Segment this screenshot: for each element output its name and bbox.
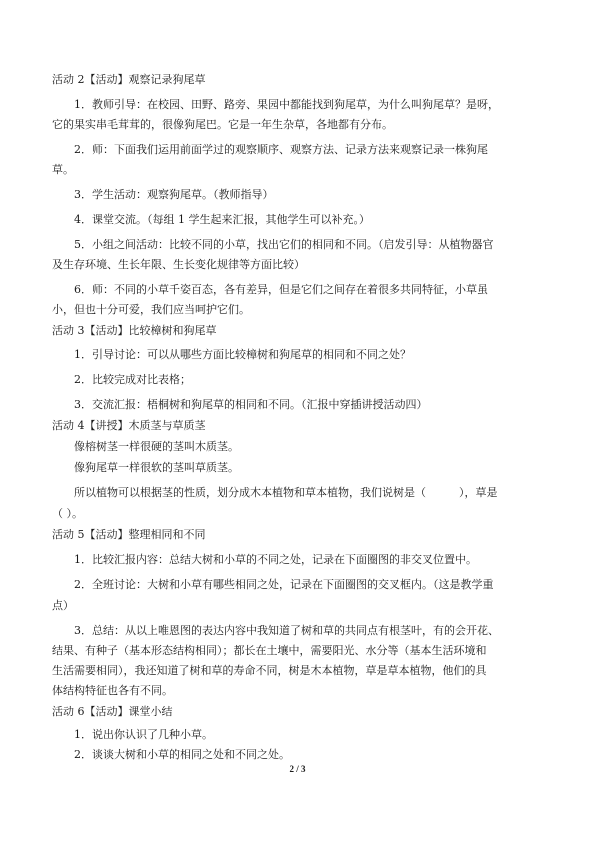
heading-activity-4: 活动 4【讲授】木质茎与草质茎 xyxy=(52,419,206,432)
paragraph-line: 4．课堂交流。（每组 1 学生起来汇报，其他学生可以补充。） xyxy=(74,213,370,226)
paragraph-line: 1．说出你认识了几种小草。 xyxy=(74,728,213,741)
paragraph-line: 3．交流汇报：梧桐树和狗尾草的相同和不同。（汇报中穿插讲授活动四） xyxy=(74,398,428,411)
paragraph-line: 2．师：下面我们运用前面学过的观察顺序、观察方法、记录方法来观察记录一株狗尾 xyxy=(74,143,488,156)
paragraph-line: 点） xyxy=(52,599,74,612)
paragraph-line: 3．总结：从以上唯恩图的表达内容中我知道了树和草的共同点有根茎叶，有的会开花、 xyxy=(74,624,499,637)
paragraph-line: 2．比较完成对比表格； xyxy=(74,373,191,386)
paragraph-line: 像榕树茎一样很硬的茎叫木质茎。 xyxy=(74,440,239,453)
paragraph-line: 所以植物可以根据茎的性质，划分成木本植物和草本植物，我们说树是（ ），草是 xyxy=(74,486,498,499)
paragraph-line: 及生存环境、生长年限、生长变化规律等方面比较） xyxy=(52,258,305,271)
paragraph-line: 像狗尾草一样很软的茎叫草质茎。 xyxy=(74,461,239,474)
paragraph-line: 小，但也十分可爱，我们应当呵护它们。 xyxy=(52,303,250,316)
paragraph-line: 结果、有种子（基本形态结构相同）；都长在土壤中，需要阳光、水分等（基本生活环境和 xyxy=(52,644,487,657)
heading-activity-5: 活动 5【活动】整理相同和不同 xyxy=(52,528,206,541)
paragraph-line: 5．小组之间活动：比较不同的小草，找出它们的相同和不同。（启发引导：从植物器官 xyxy=(74,238,494,251)
paragraph-line: 体结构特征也各有不同。 xyxy=(52,684,173,697)
paragraph-line: 它的果实串毛茸茸的，很像狗尾巴。它是一年生杂草，各地都有分布。 xyxy=(52,118,393,131)
heading-activity-3: 活动 3【活动】比较樟树和狗尾草 xyxy=(52,324,217,337)
paragraph-line: （ ）。 xyxy=(52,507,83,520)
paragraph-line: 草。 xyxy=(52,163,74,176)
page-number: 2 / 3 xyxy=(289,764,306,774)
paragraph-line: 生活需要相同），我还知道了树和草的寿命不同，树是木本植物，草是草本植物，他们的具 xyxy=(52,664,487,677)
paragraph-line: 2．谈谈大树和小草的相同之处和不同之处。 xyxy=(74,748,290,761)
paragraph-line: 3．学生活动：观察狗尾草。（教师指导） xyxy=(74,188,274,201)
paragraph-line: 1．引导讨论：可以从哪些方面比较樟树和狗尾草的相同和不同之处？ xyxy=(74,348,411,361)
heading-activity-2: 活动 2【活动】观察记录狗尾草 xyxy=(52,73,206,86)
paragraph-line: 6．师：不同的小草千姿百态，各有差异，但是它们之间存在着很多共同特征，小草虽 xyxy=(74,283,488,296)
paragraph-line: 1．教师引导：在校园、田野、路旁、果园中都能找到狗尾草，为什么叫狗尾草？是呀， xyxy=(74,98,499,111)
heading-activity-6: 活动 6【活动】课堂小结 xyxy=(52,705,173,718)
paragraph-line: 1．比较汇报内容：总结大树和小草的不同之处，记录在下面圈图的非交叉位置中。 xyxy=(74,553,477,566)
paragraph-line: 2．全班讨论：大树和小草有哪些相同之处，记录在下面圈图的交叉框内。（这是教学重 xyxy=(74,578,494,591)
